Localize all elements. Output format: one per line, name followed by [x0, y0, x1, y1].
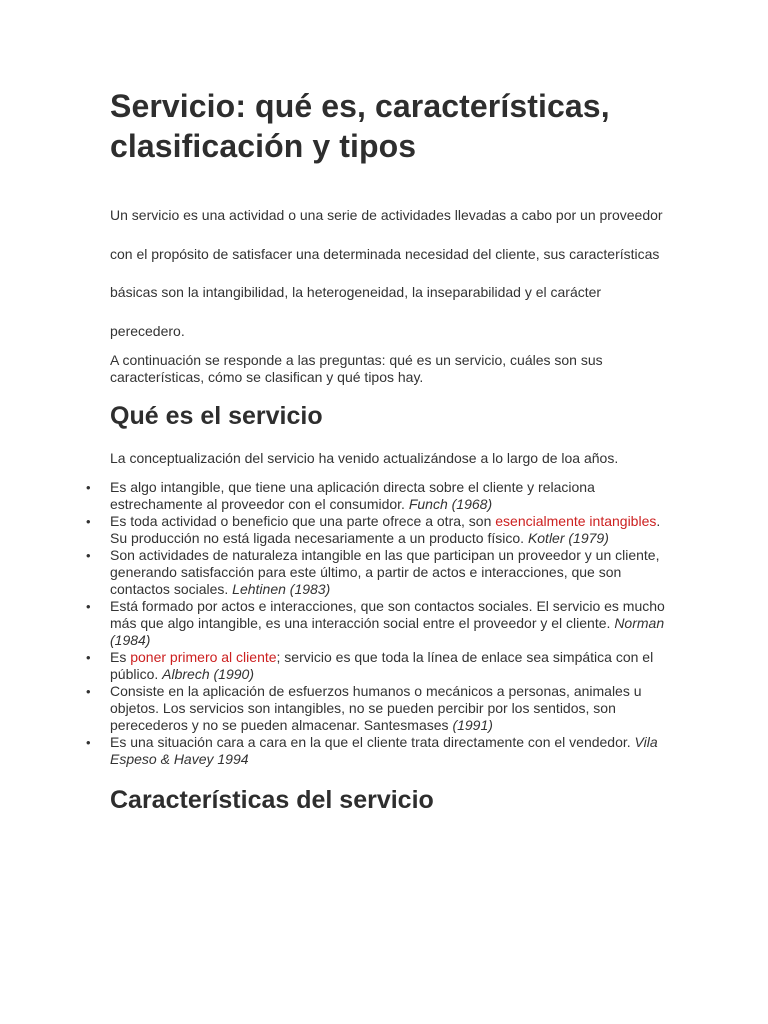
item-citation: Funch (1968) [408, 496, 493, 513]
section-heading-que-es: Qué es el servicio [110, 402, 323, 431]
link-esencialmente-intangibles[interactable]: esencialmente intangibles [495, 513, 657, 530]
list-item [86, 683, 670, 734]
bullet-icon: • [86, 735, 91, 751]
item-citation: Albrech (1990) [162, 666, 254, 683]
item-text: Es [110, 649, 131, 666]
item-citation: Lehtinen (1983) [232, 581, 331, 598]
item-citation: Kotler (1979) [527, 530, 609, 547]
item-text: Consiste en la aplicación de esfuerzos humanos o mecánicos a personas, animales u objetos. Los servicios son intangibles, no se pueden percibir por los sentidos, son perecederos y no se pueden almacenar. Santesmases [110, 683, 642, 734]
list-item [86, 649, 670, 683]
list-item [86, 547, 670, 598]
item-text: Es toda actividad o beneficio que una parte ofrece a otra, son [110, 513, 496, 530]
item-text: ; servicio es que toda la línea de enlace sea simpática con el público. [110, 649, 654, 683]
list-item [86, 734, 670, 768]
bullet-icon: • [86, 684, 91, 700]
bullet-icon: • [86, 514, 91, 530]
item-text: Es una situación cara a cara en la que el cliente trata directamente con el vendedor. [110, 734, 635, 751]
bullet-icon: • [86, 599, 91, 615]
bullet-icon: • [86, 480, 91, 496]
section-heading-caracteristicas: Características del servicio [110, 786, 434, 815]
item-text: Es algo intangible, que tiene una aplicación directa sobre el cliente y relaciona estrechamente al proveedor con el consumidor. [110, 479, 595, 513]
item-citation: Norman (1984) [110, 615, 665, 649]
definitions-list [86, 479, 670, 768]
continuation-paragraph: A continuación se responde a las preguntas: qué es un servicio, cuáles son sus características, cómo se clasifican y qué tipos hay. [110, 352, 603, 386]
bullet-icon: • [86, 548, 91, 564]
item-text: . Su producción no está ligada necesariamente a un producto físico. [110, 513, 661, 547]
list-item [86, 513, 670, 547]
list-item [86, 479, 670, 513]
intro-paragraph: Un servicio es una actividad o una serie de actividades llevadas a cabo por un proveedor con el propósito de satisfacer una determinada necesidad del cliente, sus características básicas son la intangibilidad, la heterogeneidad, la inseparabilidad y el carácter perecedero. [110, 207, 663, 339]
item-text: Está formado por actos e interacciones, que son contactos sociales. El servicio es mucho más que algo intangible, es una interacción social entre el proveedor y el cliente. [110, 598, 665, 632]
link-poner-primero-al-cliente[interactable]: poner primero al cliente [130, 649, 277, 666]
bullet-icon: • [86, 650, 91, 666]
item-citation: Vila Espeso & Havey 1994 [110, 734, 658, 768]
article-body [86, 86, 670, 816]
item-citation: (1991) [452, 717, 493, 734]
concept-paragraph: La conceptualización del servicio ha venido actualizándose a lo largo de loa años. [110, 450, 619, 467]
item-text: Son actividades de naturaleza intangible en las que participan un proveedor y un cliente, generando satisfacción para este último, a partir de actos e interacciones, que son contactos sociales. [110, 547, 660, 598]
article-title: Servicio: qué es, características, clasificación y tipos [110, 88, 610, 164]
list-item [86, 598, 670, 649]
